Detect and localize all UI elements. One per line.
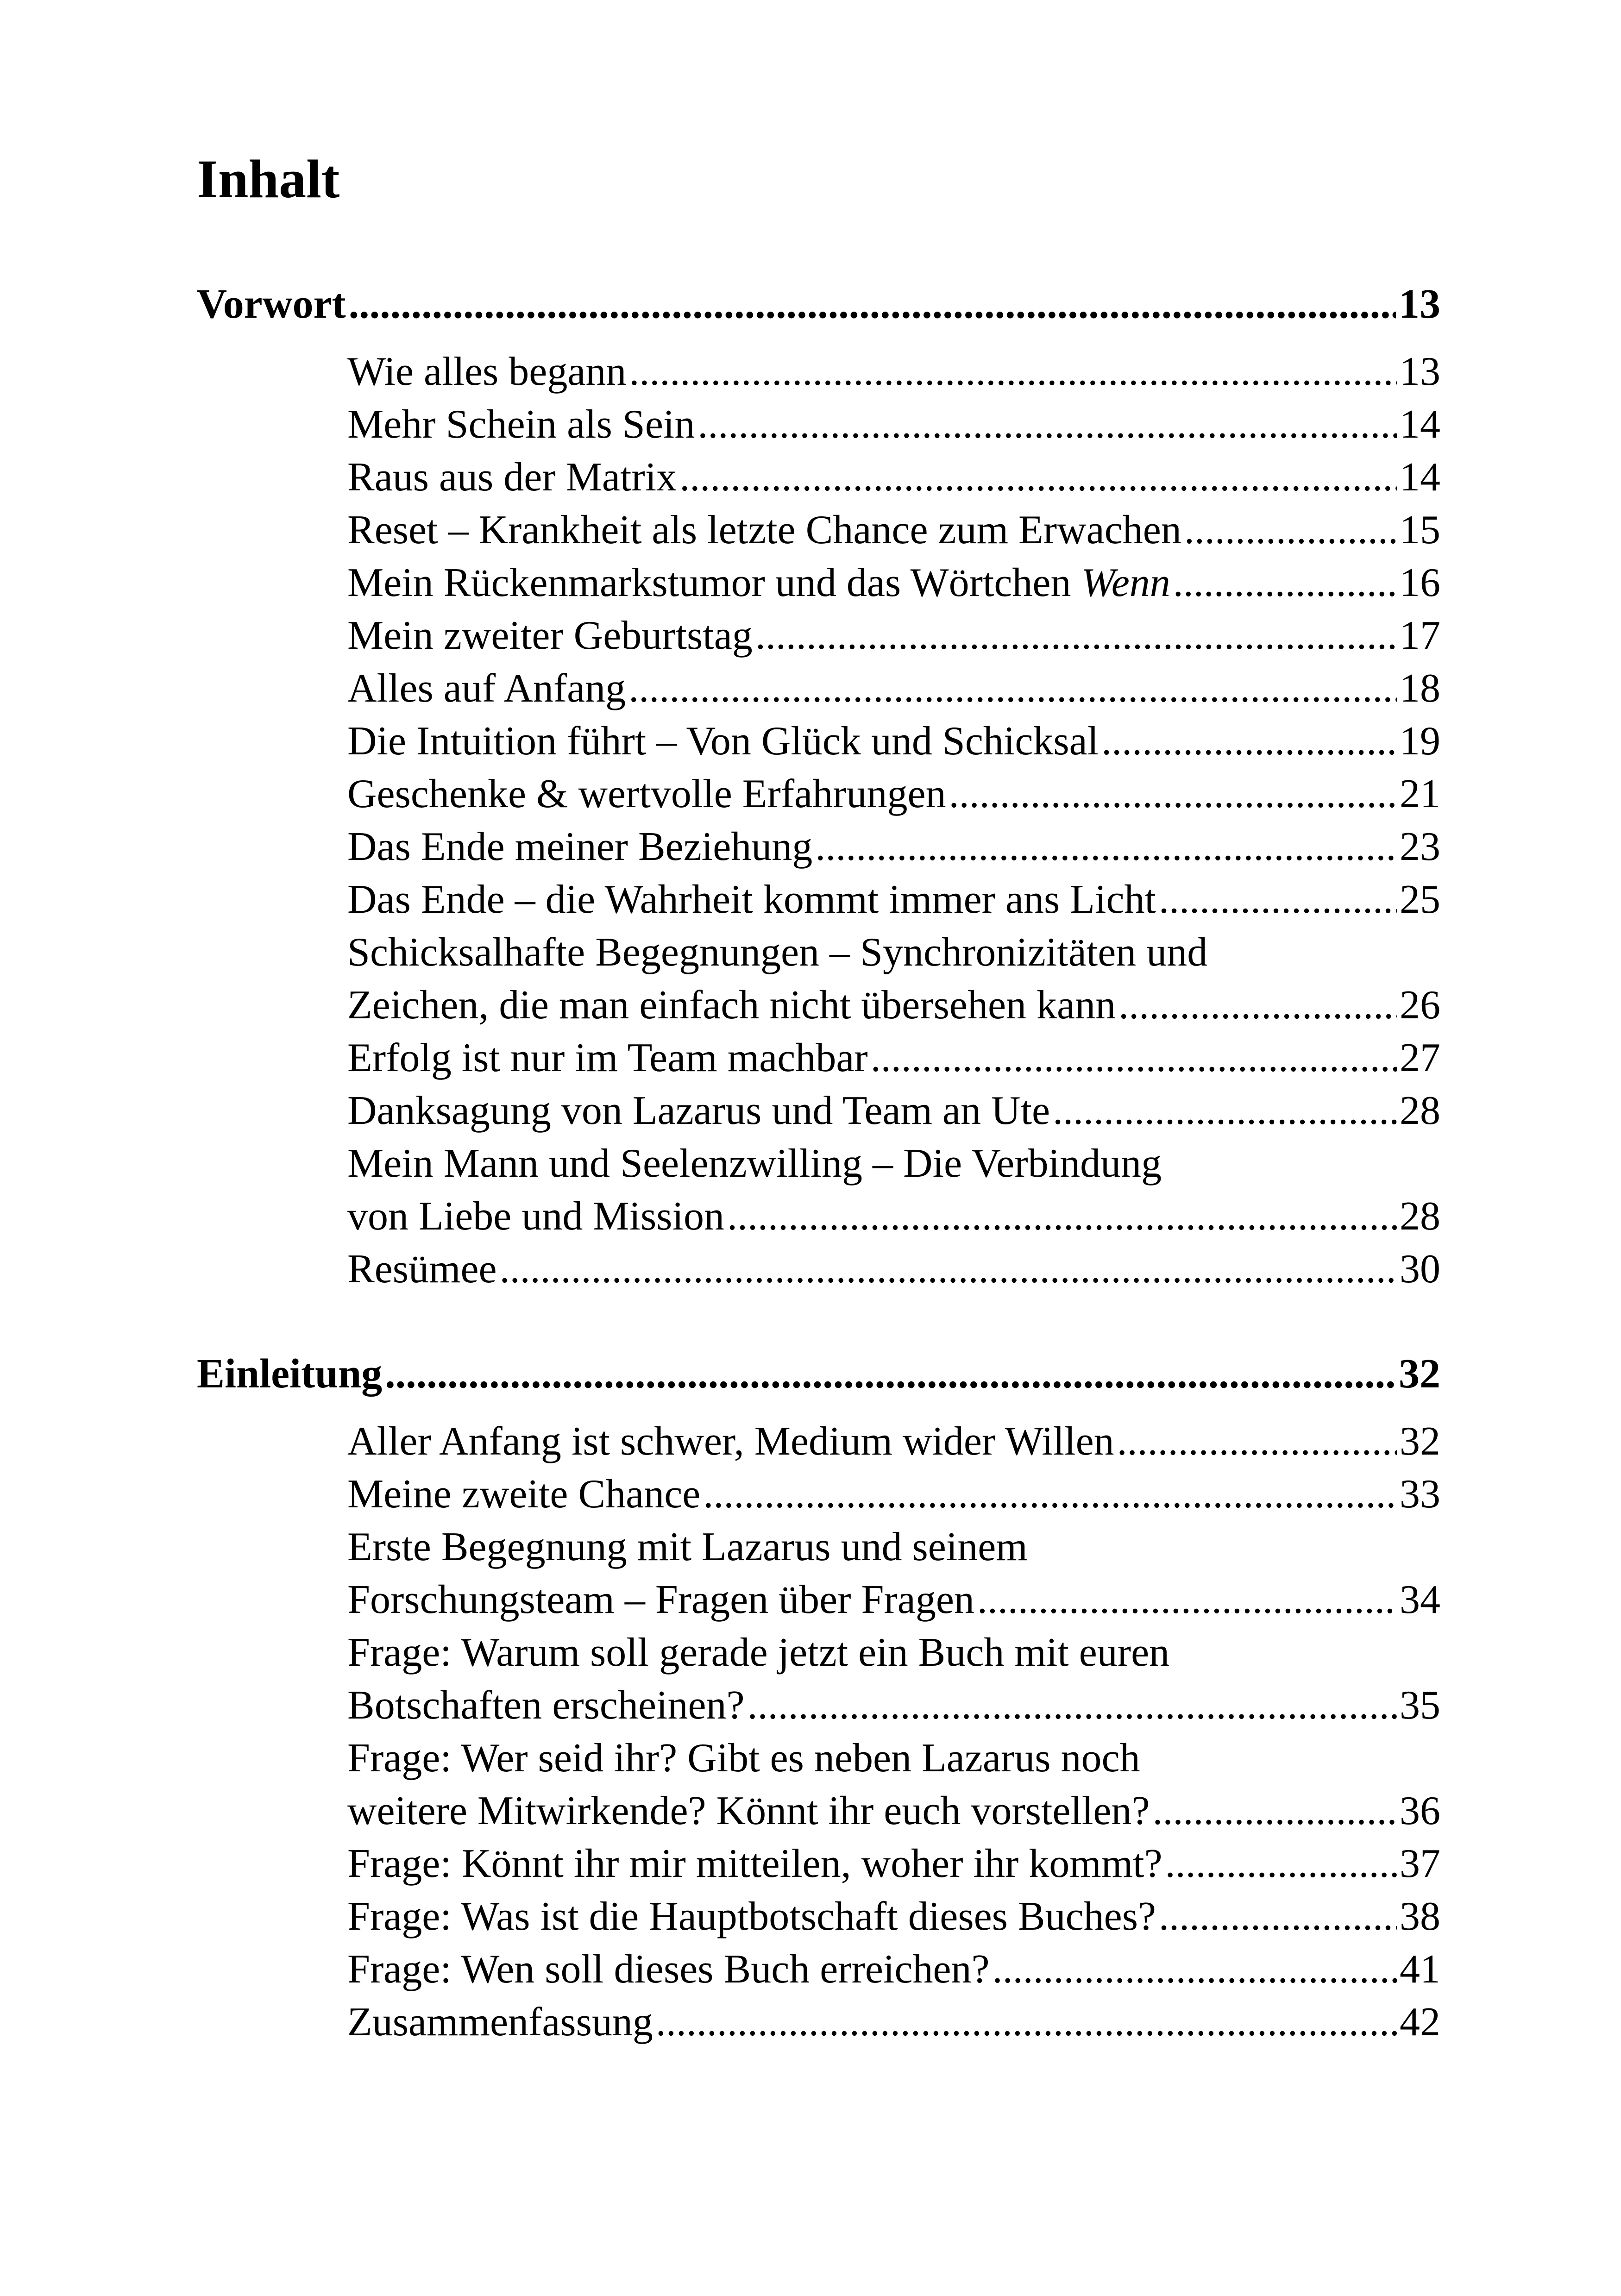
toc-entry-label: Frage: Was ist die Hauptbotschaft dieses Buches?	[347, 1894, 1156, 1939]
dot-leader	[349, 278, 1396, 331]
dot-leader	[977, 1574, 1397, 1626]
toc-entry-label: Resümee	[347, 1247, 497, 1292]
toc-entry[interactable]	[347, 1243, 1440, 1296]
toc-entry-label: Das Ende meiner Beziehung	[347, 824, 813, 869]
toc-entry-label: Die Intuition führt – Von Glück und Schicksal	[347, 719, 1099, 764]
dot-leader	[1159, 873, 1397, 926]
toc-entry[interactable]	[347, 345, 1440, 398]
toc-entry-page: 30	[1400, 1247, 1440, 1292]
dot-leader	[1159, 1890, 1397, 1943]
toc-entry[interactable]	[347, 504, 1440, 557]
toc-entry-page: 41	[1400, 1947, 1440, 1992]
toc-entry-last-line	[347, 1679, 1440, 1732]
toc-entry-label: Botschaften erscheinen?	[347, 1683, 745, 1728]
dot-leader	[628, 662, 1397, 715]
toc-entry-label: Erfolg ist nur im Team machbar	[347, 1035, 868, 1080]
dot-leader	[1184, 504, 1397, 557]
toc-entry-page: 16	[1400, 560, 1440, 605]
toc-section-vorwort	[197, 278, 1440, 1296]
toc-entry-page: 28	[1400, 1194, 1440, 1239]
toc-entry-page: 33	[1400, 1472, 1440, 1517]
toc-entry-label-line1: Frage: Warum soll gerade jetzt ein Buch mit euren	[347, 1630, 1170, 1675]
toc-entry-page: 38	[1400, 1894, 1440, 1939]
dot-leader	[815, 821, 1397, 873]
toc-entry-page: 18	[1400, 666, 1440, 711]
toc-entry-page: 36	[1400, 1788, 1440, 1833]
dot-leader	[697, 398, 1397, 451]
toc-entry[interactable]	[347, 1943, 1440, 1996]
dot-leader	[993, 1943, 1397, 1996]
toc-entry-page: 13	[1400, 349, 1440, 394]
toc-entry[interactable]	[347, 398, 1440, 451]
toc-entry-label: Zeichen, die man einfach nicht übersehen kann	[347, 983, 1116, 1028]
dot-leader	[385, 1348, 1396, 1400]
toc-entry-page: 21	[1400, 772, 1440, 816]
toc-entry-multiline[interactable]	[347, 1137, 1440, 1243]
toc-entry-last-line	[347, 979, 1440, 1032]
dot-leader	[1173, 557, 1397, 609]
toc-entry[interactable]	[347, 1415, 1440, 1468]
toc-entry-page: 17	[1400, 613, 1440, 658]
toc-entry-label: Geschenke & wertvolle Erfahrungen	[347, 772, 946, 816]
toc-entry-last-line	[347, 1190, 1440, 1243]
toc-entry[interactable]	[347, 609, 1440, 662]
toc-entry[interactable]	[347, 1890, 1440, 1943]
toc-entry[interactable]	[347, 873, 1440, 926]
dot-leader	[755, 609, 1397, 662]
toc-entry-label: Raus aus der Matrix	[347, 455, 677, 500]
toc-entry[interactable]	[347, 715, 1440, 768]
toc-entry-label-emphasis: Wenn	[1081, 560, 1170, 605]
toc-entry-last-line	[347, 1574, 1440, 1626]
dot-leader	[500, 1243, 1397, 1296]
toc-entry-label: Meine zweite Chance	[347, 1472, 701, 1517]
dot-leader	[871, 1032, 1397, 1085]
dot-leader	[1117, 1415, 1397, 1468]
toc-entry-page: 19	[1400, 719, 1440, 764]
toc-section-einleitung	[197, 1348, 1440, 2049]
toc-entry-label: Aller Anfang ist schwer, Medium wider Willen	[347, 1419, 1114, 1464]
toc-entry-page: 28	[1400, 1088, 1440, 1133]
toc-entry-multiline[interactable]	[347, 1732, 1440, 1838]
toc-entry-label: Mein zweiter Geburtstag	[347, 613, 753, 658]
toc-entry-label: Das Ende – die Wahrheit kommt immer ans Licht	[347, 877, 1156, 922]
toc-heading-label: Einleitung	[197, 1351, 383, 1397]
toc-entry-page: 35	[1400, 1683, 1440, 1728]
toc-entry-label-line1: Schicksalhafte Begegnungen – Synchronizitäten und	[347, 930, 1208, 975]
dot-leader	[1101, 715, 1397, 768]
toc-entry[interactable]	[347, 557, 1440, 609]
dot-leader	[1153, 1785, 1397, 1838]
toc-entry-label-line1: Mein Mann und Seelenzwilling – Die Verbindung	[347, 1141, 1162, 1186]
dot-leader	[1053, 1085, 1397, 1137]
toc-entry-page: 14	[1400, 402, 1440, 447]
toc-heading-page: 32	[1399, 1351, 1440, 1397]
toc-entry[interactable]	[347, 662, 1440, 715]
dot-leader	[748, 1679, 1397, 1732]
toc-entry-page: 15	[1400, 508, 1440, 552]
toc-entry[interactable]	[347, 1032, 1440, 1085]
toc-entry-page: 14	[1400, 455, 1440, 500]
dot-leader	[656, 1996, 1397, 2049]
toc-entry-label: Reset – Krankheit als letzte Chance zum Erwachen	[347, 508, 1181, 552]
toc-entry-page: 26	[1400, 983, 1440, 1028]
toc-entry-label: Alles auf Anfang	[347, 666, 626, 711]
toc-entry-label: Wie alles begann	[347, 349, 627, 394]
toc-entry-page: 23	[1400, 824, 1440, 869]
dot-leader	[679, 451, 1397, 504]
toc-entry-page: 37	[1400, 1841, 1440, 1886]
toc-entry-label: Mehr Schein als Sein	[347, 402, 695, 447]
toc-entry[interactable]	[347, 821, 1440, 873]
toc-entry-multiline[interactable]	[347, 926, 1440, 1032]
toc-heading[interactable]	[197, 278, 1440, 331]
toc-heading[interactable]	[197, 1348, 1440, 1400]
toc-entry[interactable]	[347, 1838, 1440, 1890]
toc-entry-page: 25	[1400, 877, 1440, 922]
toc-entry-label	[347, 557, 1170, 609]
toc-heading-page: 13	[1399, 281, 1440, 327]
toc-entry-page: 34	[1400, 1577, 1440, 1622]
toc-entry-multiline[interactable]	[347, 1521, 1440, 1626]
toc-entry-label: Frage: Wen soll dieses Buch erreichen?	[347, 1947, 990, 1992]
toc-entry-label: Frage: Könnt ihr mir mitteilen, woher ihr kommt?	[347, 1841, 1162, 1886]
toc-entry-page: 27	[1400, 1035, 1440, 1080]
toc-entry-label: Forschungsteam – Fragen über Fragen	[347, 1577, 974, 1622]
dot-leader	[727, 1190, 1397, 1243]
toc-entry-label-line1: Frage: Wer seid ihr? Gibt es neben Lazarus noch	[347, 1736, 1140, 1781]
toc-entry[interactable]	[347, 1996, 1440, 2049]
toc-heading-label: Vorwort	[197, 281, 346, 327]
toc-entry-last-line	[347, 1785, 1440, 1838]
dot-leader	[703, 1468, 1397, 1521]
toc-entry-label-line1: Erste Begegnung mit Lazarus und seinem	[347, 1524, 1028, 1569]
toc-entry[interactable]	[347, 451, 1440, 504]
toc-entry-label: Zusammenfassung	[347, 2000, 653, 2045]
toc-entry[interactable]	[347, 1468, 1440, 1521]
toc-entry-multiline[interactable]	[347, 1626, 1440, 1732]
toc-entry[interactable]	[347, 768, 1440, 821]
toc-entry-label: Danksagung von Lazarus und Team an Ute	[347, 1088, 1050, 1133]
dot-leader	[1165, 1838, 1397, 1890]
dot-leader	[949, 768, 1397, 821]
toc-entry-page: 32	[1400, 1419, 1440, 1464]
toc-entry-page: 42	[1400, 2000, 1440, 2045]
page-title: Inhalt	[197, 149, 340, 209]
dot-leader	[1118, 979, 1397, 1032]
toc-entry-label: von Liebe und Mission	[347, 1194, 724, 1239]
toc-entry-label-text: Mein Rückenmarkstumor und das Wörtchen	[347, 560, 1081, 605]
dot-leader	[629, 345, 1397, 398]
toc-entry[interactable]	[347, 1085, 1440, 1137]
toc-entry-label: weitere Mitwirkende? Könnt ihr euch vorstellen?	[347, 1788, 1150, 1833]
